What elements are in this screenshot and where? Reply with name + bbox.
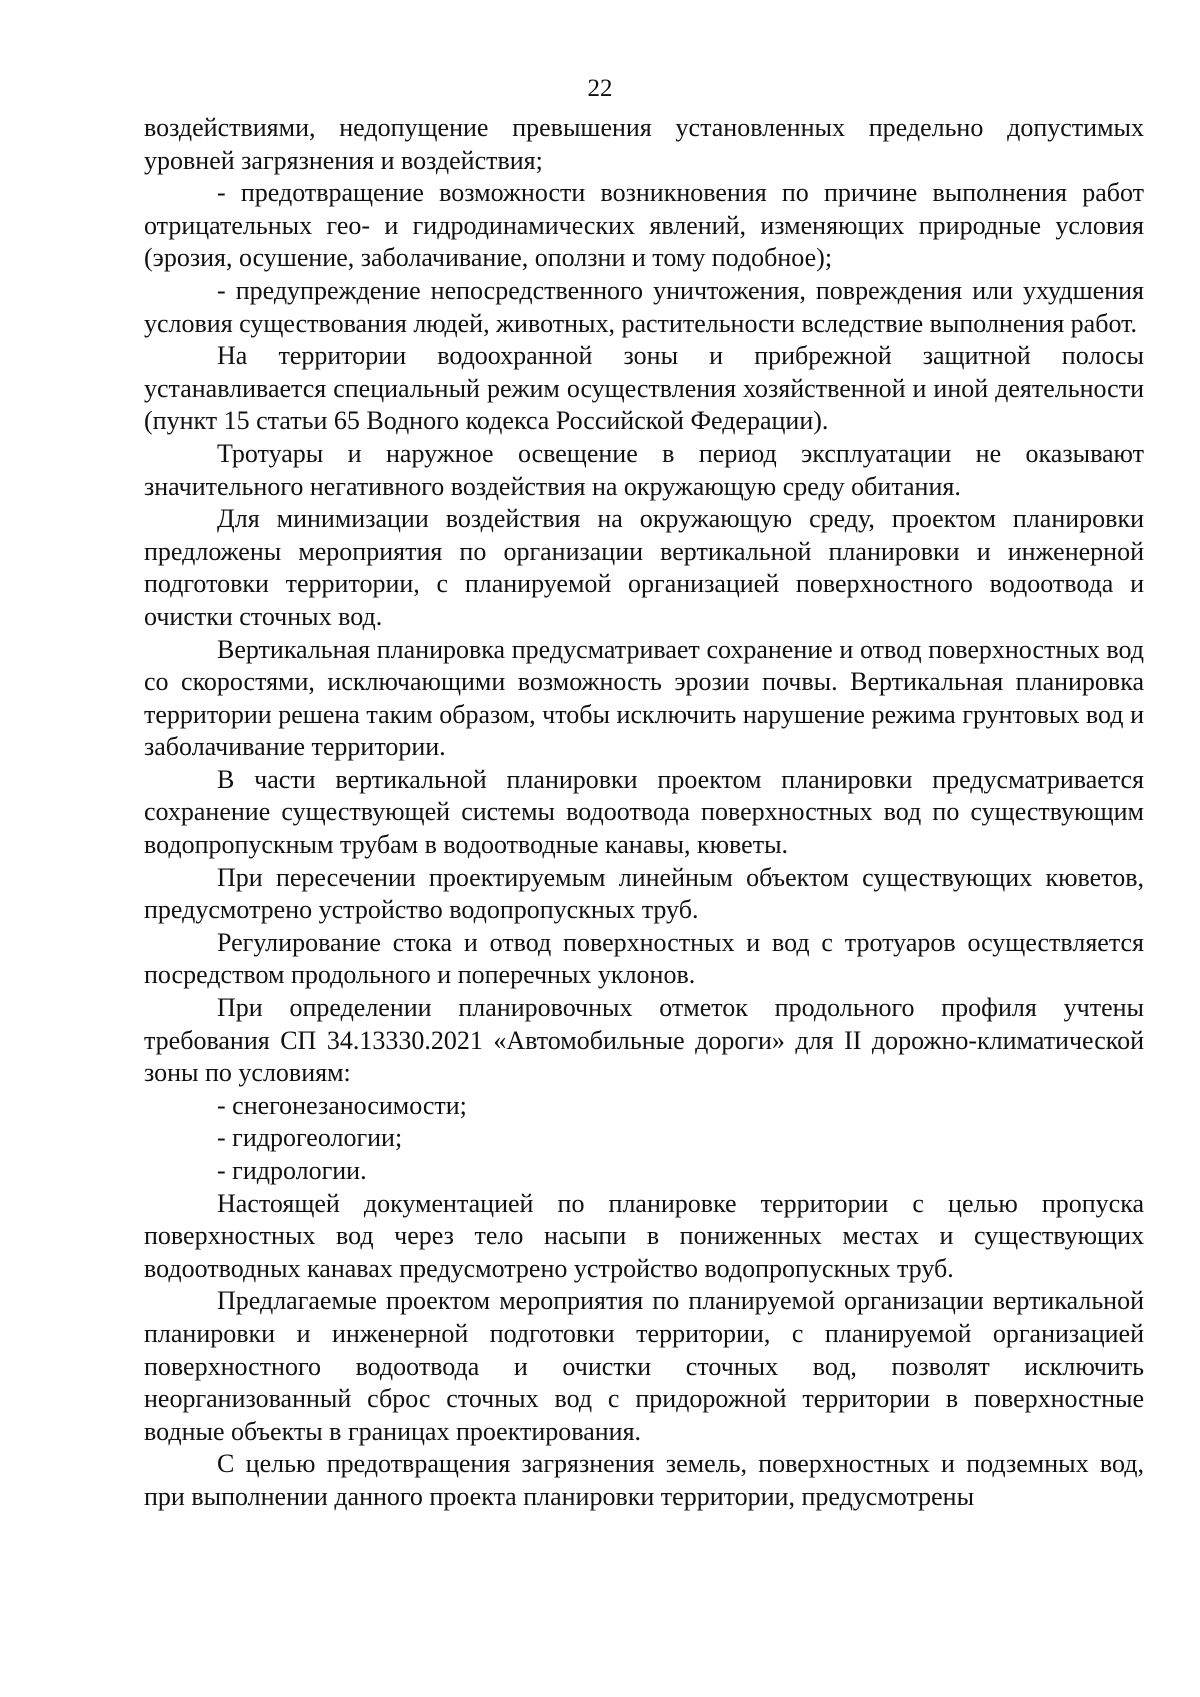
paragraph: Регулирование стока и отвод поверхностных и вод с тротуаров осуществляется посредством продольного и поперечных уклонов. xyxy=(144,927,1144,990)
list-item: - гидрогеологии; xyxy=(217,1123,403,1153)
paragraph: В части вертикальной планировки проектом планировки предусматривается сохранение существующей системы водоотвода поверхностных вод по существующим водопропускным трубам в водоотводные канавы, кюветы. xyxy=(144,764,1144,860)
paragraph: При определении планировочных отметок продольного профиля учтены требования СП 34.13330.2021 «Автомобильные дороги» для II дорожно-климатической зоны по условиям: xyxy=(144,993,1144,1088)
paragraph: Настоящей документацией по планировке территории с целью пропуска поверхностных вод через тело насыпи в пониженных местах и существующих водоотводных канавах предусмотрено устройство водопропускных труб. xyxy=(144,1188,1144,1283)
paragraph: Для минимизации воздействия на окружающую среду, проектом планировки предложены мероприятия по организации вертикальной планировки и инженерной подготовки территории, с планируемой организацией поверхностного водоотвода и очистки сточных вод. xyxy=(144,504,1144,631)
paragraph: воздействиями, недопущение превышения установленных предельно допустимых уровней загрязнения и воздействия; xyxy=(144,113,1144,175)
document-body xyxy=(144,112,1144,1514)
list-item: - предотвращение возможности возникновения по причине выполнения работ отрицательных гео- и гидродинамических явлений, изменяющих природные условия (эрозия, осушение, заболачивание, оползни и тому подобное); xyxy=(144,178,1144,273)
list-item: - снегонезаносимости; xyxy=(217,1090,467,1120)
paragraph: Вертикальная планировка предусматривает сохранение и отвод поверхностных вод со скоростями, исключающими возможность эрозии почвы. Вертикальная планировка территории решена таким образом, чтобы исключить нарушение режима грунтовых вод и заболачивание территории. xyxy=(144,634,1144,762)
list-item: - предупреждение непосредственного уничтожения, повреждения или ухудшения условия существования людей, животных, растительности вследствие выполнения работ. xyxy=(144,275,1144,338)
paragraph: Предлагаемые проектом мероприятия по планируемой организации вертикальной планировки и инженерной подготовки территории, с планируемой организацией поверхностного водоотвода и очистки сточных вод, позволят исключить неорганизованный сброс сточных вод с придорожной территории в поверхностные водные объекты в границах проектирования. xyxy=(144,1286,1144,1446)
page-number: 22 xyxy=(587,75,613,102)
list-item: - гидрологии. xyxy=(217,1156,367,1185)
paragraph: Тротуары и наружное освещение в период эксплуатации не оказывают значительного негативного воздействия на окружающую среду обитания. xyxy=(144,438,1144,501)
paragraph: На территории водоохранной зоны и прибрежной защитной полосы устанавливается специальный режим осуществления хозяйственной и иной деятельности (пункт 15 статьи 65 Водного кодекса Российской Федерации). xyxy=(144,341,1144,436)
paragraph: При пересечении проектируемым линейным объектом существующих кюветов, предусмотрено устройство водопропускных труб. xyxy=(144,862,1144,925)
paragraph: С целью предотвращения загрязнения земель, поверхностных и подземных вод, при выполнении данного проекта планировки территории, предусмотрены xyxy=(144,1449,1144,1511)
